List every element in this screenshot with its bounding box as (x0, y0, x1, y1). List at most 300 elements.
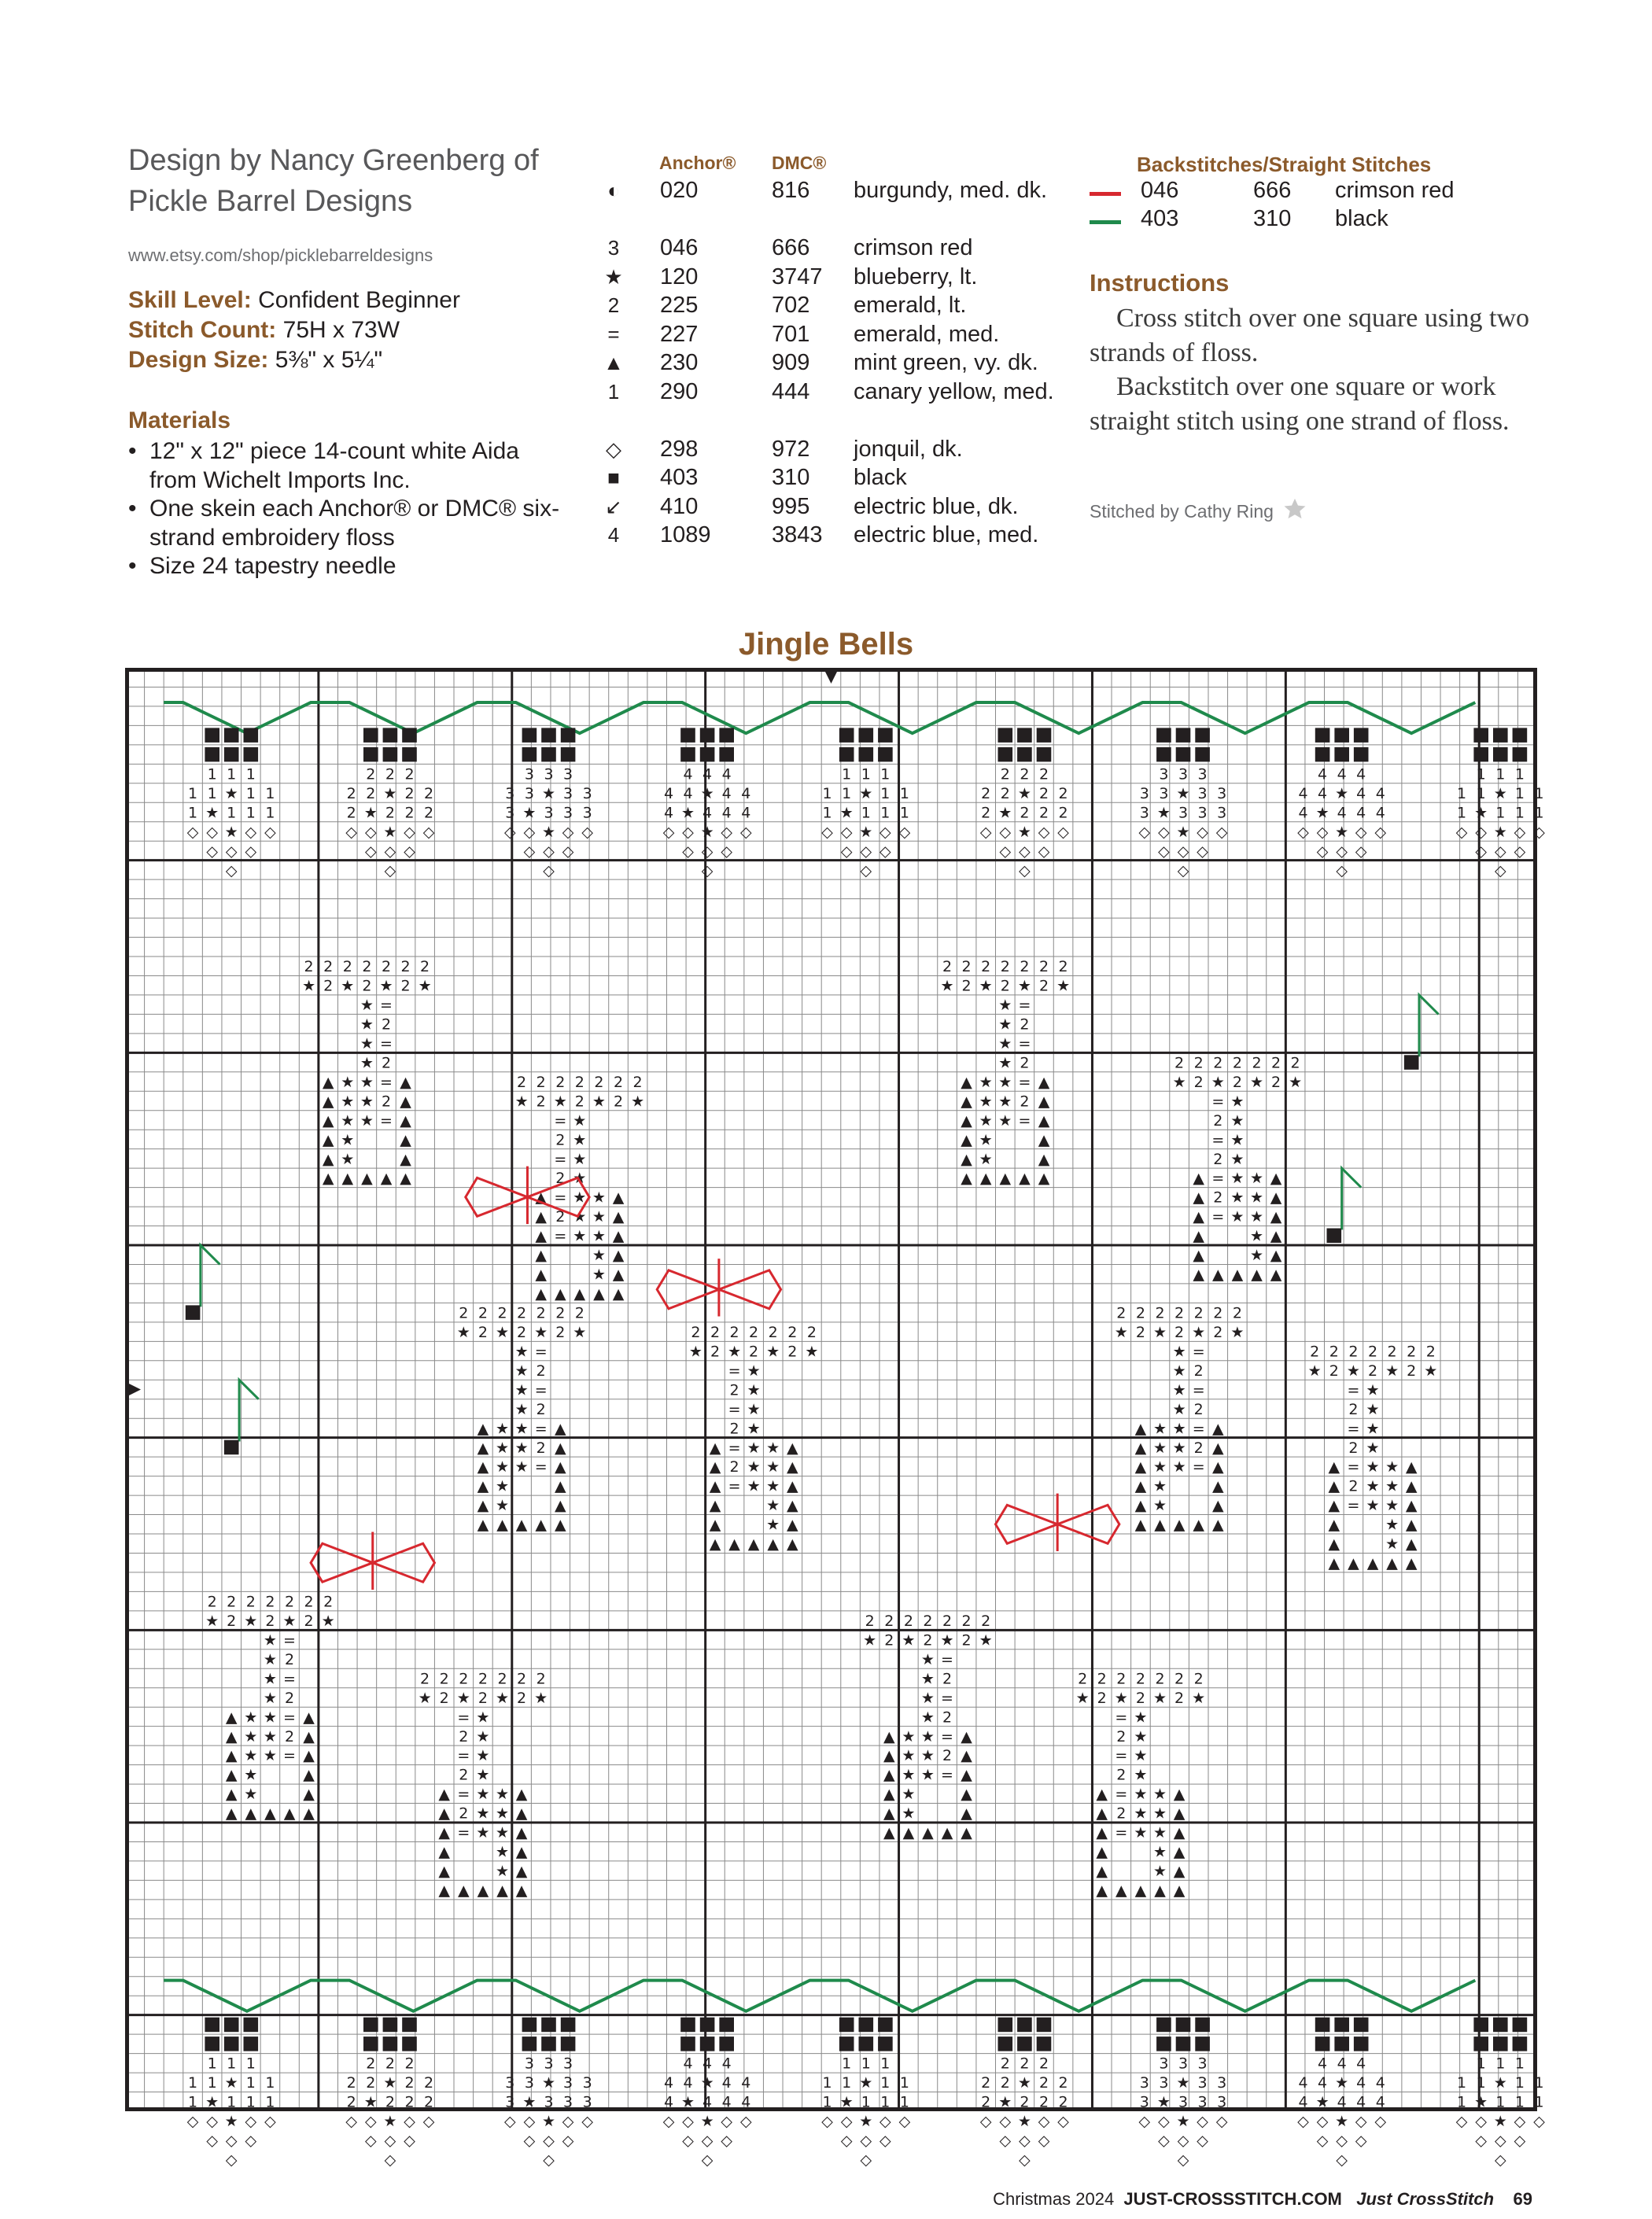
bell-stitch: ★ (747, 1420, 761, 1438)
ornament-stitch: 4 (1356, 2093, 1366, 2111)
bell-stitch: = (941, 1727, 953, 1745)
bell-stitch: ★ (1385, 1535, 1399, 1554)
ornament-stitch: 4 (741, 804, 751, 822)
bell-stitch: 2 (594, 1073, 604, 1091)
bell-stitch: 2 (1329, 1343, 1339, 1361)
bell-stitch: ▲ (283, 1804, 296, 1823)
ornament-cap-block (700, 2037, 715, 2051)
bell-stitch: ▲ (1173, 1824, 1186, 1842)
ornament-stitch: ★ (383, 2074, 397, 2092)
key-dmc: 444 (772, 378, 810, 404)
bell-stitch: ★ (747, 1458, 761, 1476)
bell-stitch: ▲ (786, 1497, 798, 1515)
ornament-cap-block (1473, 2037, 1488, 2051)
bell-stitch: 2 (342, 958, 352, 976)
ornament-cap-block (363, 2018, 378, 2033)
ornament-stitch: 3 (1178, 765, 1189, 783)
ornament-stitch: ◇ (1316, 2113, 1329, 2131)
bell-stitch: ▲ (573, 1285, 586, 1303)
bell-stitch: ▲ (1328, 1535, 1340, 1554)
bell-stitch: 2 (961, 977, 972, 995)
ornament-stitch: ★ (1493, 2113, 1507, 2131)
bell-stitch: ▲ (322, 1073, 334, 1091)
ornament-stitch: ◇ (979, 823, 992, 841)
ornament-stitch: ◇ (225, 2151, 238, 2169)
ornament-stitch: ★ (1017, 2074, 1031, 2092)
bell-stitch: ★ (341, 977, 355, 995)
bell-stitch: 2 (729, 1324, 739, 1341)
bell-stitch: 2 (1020, 1054, 1030, 1072)
bell-stitch: ★ (979, 1131, 993, 1149)
bell-stitch: ★ (1172, 1073, 1186, 1091)
cross-stitch-chart (125, 668, 1545, 2169)
bell-stitch: 2 (459, 1804, 469, 1823)
bell-stitch: 2 (961, 1631, 972, 1650)
bell-stitch: ★ (476, 1824, 490, 1842)
bell-stitch: 2 (284, 1689, 295, 1707)
ornament-stitch: 2 (1000, 784, 1010, 802)
bell-stitch: = (728, 1362, 741, 1380)
key-name: emerald, med. (854, 321, 1000, 347)
ornament-stitch: 4 (1375, 784, 1385, 802)
ornament-stitch: ◇ (1197, 2113, 1208, 2131)
ornament-stitch: ◇ (1336, 2151, 1348, 2169)
ornament-stitch: ★ (205, 2093, 219, 2111)
ornament-stitch: 3 (1197, 2055, 1208, 2073)
bell-stitch: 2 (555, 1304, 566, 1322)
bell-stitch: ▲ (1386, 1554, 1398, 1572)
ornament-stitch: 2 (404, 2055, 415, 2073)
ornament-cap-block (205, 2018, 219, 2033)
bell-stitch: ★ (573, 1170, 587, 1188)
ornament-stitch: 1 (1514, 2074, 1525, 2092)
bell-stitch: 2 (1407, 1362, 1417, 1380)
bell-stitch: ★ (573, 1111, 587, 1130)
ornament-stitch: 4 (1298, 804, 1308, 822)
ornament-cap-block (244, 2018, 259, 2033)
ornament-stitch: ◇ (264, 2113, 276, 2131)
ornament-stitch: ◇ (1158, 2113, 1170, 2131)
bell-stitch: ▲ (941, 1824, 953, 1842)
ornament-stitch: 1 (1534, 804, 1544, 822)
ornament-stitch: 3 (1217, 2093, 1227, 2111)
bell-stitch: = (1347, 1420, 1360, 1438)
bell-stitch: 2 (981, 1613, 991, 1630)
ornament-stitch: 2 (346, 804, 356, 822)
key-name: jonquil, dk. (854, 436, 963, 462)
ornament-stitch: ★ (680, 804, 695, 822)
ornament-stitch: 1 (1495, 765, 1506, 783)
ornament-cap-block (1493, 728, 1508, 743)
ornament-stitch: ◇ (384, 2132, 396, 2150)
bell-stitch: = (941, 1650, 953, 1668)
bell-stitch: ★ (902, 1766, 916, 1784)
bell-stitch: 2 (884, 1631, 894, 1650)
bell-stitch: ▲ (515, 1843, 528, 1861)
bell-stitch: ★ (341, 1150, 355, 1168)
bell-stitch: ★ (1230, 1208, 1245, 1226)
ornament-stitch: 4 (741, 2093, 751, 2111)
bell-stitch: 2 (710, 1324, 721, 1341)
ornament-stitch: ◇ (1158, 823, 1170, 841)
bell-stitch: ★ (902, 1727, 916, 1745)
ornament-cap-block (859, 2018, 874, 2033)
bell-stitch: 2 (1290, 1054, 1300, 1072)
bell-stitch: ▲ (1096, 1786, 1108, 1804)
bell-stitch: ★ (592, 1189, 606, 1207)
ornament-stitch: ◇ (1514, 842, 1526, 861)
ornament-stitch: ◇ (364, 2132, 377, 2150)
bell-stitch: ▲ (535, 1208, 548, 1226)
ornament-cap-block (1037, 2037, 1052, 2051)
ornament-stitch: 1 (880, 2093, 891, 2111)
ornament-stitch: ◇ (1533, 823, 1545, 841)
ornament-cap-block (1315, 747, 1330, 762)
ornament-cap-block (1156, 728, 1171, 743)
bell-stitch: ▲ (961, 1093, 972, 1111)
backstitch-dmc: 666 (1253, 178, 1292, 203)
bell-stitch: ★ (979, 977, 993, 995)
ornament-stitch: 1 (227, 2055, 237, 2073)
bell-stitch: ▲ (554, 1516, 566, 1534)
bell-stitch: ▲ (767, 1535, 780, 1554)
bell-stitch: 2 (555, 1208, 566, 1226)
bell-stitch: ▲ (883, 1804, 895, 1823)
stitch-count (128, 315, 400, 345)
ornament-stitch: 1 (842, 765, 852, 783)
bell-stitch: 2 (1310, 1343, 1320, 1361)
bell-stitch: ▲ (786, 1477, 798, 1495)
bell-stitch: ★ (495, 1863, 510, 1880)
bell-stitch: 2 (729, 1458, 739, 1476)
bell-stitch: ★ (418, 1689, 432, 1707)
design-size (128, 345, 382, 375)
bell-stitch: ▲ (1211, 1516, 1224, 1534)
ornament-stitch: 4 (663, 2093, 674, 2111)
ornament-stitch: ◇ (543, 861, 555, 879)
ornament-stitch: 1 (227, 765, 237, 783)
dmc-header: DMC® (772, 153, 827, 173)
key-symbol: 2 (607, 293, 620, 317)
bell-stitch: ▲ (709, 1535, 721, 1554)
bell-stitch: ★ (263, 1708, 277, 1727)
ornament-stitch: ★ (541, 784, 556, 802)
footer-site[interactable]: JUST-CROSSSTITCH.COM (1123, 2189, 1342, 2209)
ornament-stitch: 4 (1375, 2093, 1385, 2111)
bell-stitch: = (1018, 997, 1031, 1014)
ornament-stitch: 2 (385, 804, 395, 822)
ornament-stitch: ◇ (860, 2132, 872, 2150)
ornament-stitch: 2 (1038, 2093, 1049, 2111)
bell-stitch: 2 (536, 1304, 546, 1322)
bell-stitch: ★ (998, 1073, 1012, 1091)
bell-stitch: ▲ (1038, 1111, 1050, 1130)
bell-stitch: 2 (478, 1324, 488, 1341)
bell-stitch: ▲ (786, 1516, 798, 1534)
ornament-cap-block (561, 728, 576, 743)
bell-stitch: ★ (514, 1343, 529, 1361)
bell-stitch: 2 (574, 1093, 584, 1111)
bell-stitch: ▲ (1154, 1882, 1166, 1900)
bell-stitch: ▲ (1348, 1554, 1359, 1572)
bell-stitch: ▲ (554, 1420, 566, 1438)
bell-stitch: ▲ (515, 1804, 528, 1823)
bell-stitch: ★ (1172, 1362, 1186, 1380)
bell-stitch: ★ (920, 1708, 935, 1727)
ornament-stitch: 2 (404, 2074, 415, 2092)
bell-stitch: ★ (1134, 1708, 1148, 1727)
bell-stitch: ★ (920, 1670, 935, 1688)
ornament-stitch: 4 (1356, 2074, 1366, 2092)
bell-stitch: 2 (749, 1343, 759, 1361)
ornament-cap-block (878, 2018, 893, 2033)
bell-stitch: 2 (1174, 1670, 1185, 1688)
designer-url[interactable]: www.etsy.com/shop/picklebarreldesigns (128, 245, 433, 265)
bell-stitch: ▲ (477, 1458, 489, 1476)
bell-stitch: = (554, 1227, 567, 1245)
ornament-stitch: 4 (1356, 2055, 1366, 2073)
bell-stitch: 2 (1000, 958, 1010, 976)
bell-stitch: 2 (1097, 1689, 1107, 1707)
bell-stitch: ▲ (979, 1170, 992, 1188)
bell-stitch: ★ (514, 1400, 529, 1418)
ornament-cap-block (998, 728, 1013, 743)
bell-stitch: = (554, 1150, 567, 1168)
ornament-stitch: ◇ (206, 823, 219, 841)
bell-stitch: ▲ (1134, 1882, 1147, 1900)
bell-stitch: ★ (1366, 1381, 1380, 1399)
ornament-stitch: ◇ (1138, 2113, 1151, 2131)
ornament-stitch: 1 (1457, 804, 1467, 822)
bell-stitch: 2 (1174, 1304, 1185, 1322)
ornament-stitch: 4 (1337, 2055, 1347, 2073)
bell-stitch: ★ (1114, 1324, 1128, 1341)
bell-stitch: = (1115, 1708, 1128, 1727)
key-name: electric blue, med. (854, 522, 1039, 547)
ornament-stitch: 1 (899, 804, 909, 822)
bell-stitch: 2 (1329, 1362, 1339, 1380)
bell-stitch: ★ (1134, 1766, 1148, 1784)
bell-stitch: ▲ (1173, 1882, 1186, 1900)
bell-stitch: ★ (476, 1766, 490, 1784)
ornament-stitch: ◇ (721, 823, 733, 841)
bell-stitch: ▲ (1154, 1516, 1166, 1534)
bell-stitch: 2 (381, 1093, 392, 1111)
bell-stitch: 2 (942, 958, 953, 976)
bell-stitch: ★ (1172, 1343, 1186, 1361)
ornament-stitch: ◇ (186, 823, 199, 841)
bell-stitch: 2 (942, 1747, 953, 1765)
bell-stitch: ▲ (477, 1516, 489, 1534)
bell-stitch: ▲ (593, 1285, 605, 1303)
bell-stitch: ★ (573, 1150, 587, 1168)
ornament-stitch: 4 (663, 804, 674, 822)
ornament-stitch: ◇ (1336, 2132, 1348, 2150)
ornament-stitch: 3 (563, 765, 573, 783)
ornament-stitch: ◇ (1019, 2151, 1031, 2169)
bell-stitch: 2 (1174, 1324, 1185, 1341)
ornament-stitch: ◇ (523, 823, 536, 841)
bell-stitch: ▲ (1211, 1420, 1224, 1438)
ornament-stitch: 3 (524, 2055, 534, 2073)
bell-stitch: 2 (227, 1613, 237, 1630)
bell-stitch: ★ (341, 1073, 355, 1091)
ornament-stitch: ◇ (682, 842, 694, 861)
ornament-stitch: 1 (842, 784, 852, 802)
bell-stitch: = (283, 1670, 296, 1688)
ornament-stitch: ◇ (543, 2151, 555, 2169)
bell-stitch: ▲ (1038, 1093, 1050, 1111)
bell-stitch: ★ (495, 1824, 510, 1842)
ornament-stitch: 1 (1457, 784, 1467, 802)
ornament-stitch: ◇ (581, 823, 594, 841)
bell-stitch: ★ (998, 1111, 1012, 1130)
bell-stitch: ★ (1385, 1477, 1399, 1495)
bell-stitch: ▲ (1251, 1266, 1263, 1284)
bell-stitch: = (1347, 1458, 1360, 1476)
skill-level (128, 286, 460, 315)
bell-stitch: ▲ (322, 1111, 334, 1130)
bell-stitch: ★ (495, 1843, 510, 1861)
bell-stitch: 2 (536, 1362, 546, 1380)
bell-stitch: ▲ (786, 1439, 798, 1457)
bell-stitch: ▲ (303, 1786, 315, 1804)
ornament-stitch: 2 (1058, 2074, 1068, 2092)
bell-stitch: 2 (1078, 1670, 1088, 1688)
ornament-stitch: ★ (541, 2074, 556, 2092)
ornament-stitch: ★ (522, 2093, 537, 2111)
bell-stitch: 2 (632, 1073, 643, 1091)
ornament-stitch: 4 (721, 2093, 732, 2111)
ornament-cap-block (719, 728, 734, 743)
ornament-cap-block (224, 2018, 239, 2033)
ornament-stitch: ★ (680, 2093, 695, 2111)
ornament-stitch: ◇ (860, 842, 872, 861)
key-symbol: ◇ (606, 437, 621, 461)
bell-stitch: ★ (1385, 1458, 1399, 1476)
ornament-stitch: ◇ (840, 2132, 853, 2150)
bell-stitch: ▲ (515, 1516, 528, 1534)
ornament-stitch: 4 (741, 784, 751, 802)
bell-stitch: ▲ (341, 1170, 354, 1188)
ornament-stitch: 3 (563, 2055, 573, 2073)
bell-stitch: ▲ (1096, 1843, 1108, 1861)
bell-stitch: ★ (1289, 1073, 1303, 1091)
bell-stitch: 2 (362, 977, 372, 995)
ornament-stitch: ◇ (225, 842, 238, 861)
bell-stitch: ▲ (961, 1111, 972, 1130)
ornament-stitch: 3 (563, 804, 573, 822)
bell-stitch: ★ (1172, 1439, 1186, 1457)
bell-stitch: 2 (1097, 1670, 1107, 1688)
ornament-stitch: ◇ (1355, 2132, 1367, 2150)
bell-stitch: ★ (534, 1324, 548, 1341)
bell-stitch: ▲ (515, 1824, 528, 1842)
bell-stitch: = (1347, 1497, 1360, 1515)
ornament-stitch: 1 (207, 765, 217, 783)
bell-stitch: ▲ (961, 1786, 972, 1804)
ornament-cap-block (839, 728, 854, 743)
key-dmc: 3747 (772, 264, 823, 289)
bell-stitch: ★ (1366, 1439, 1380, 1457)
ornament-stitch: ◇ (1455, 823, 1468, 841)
bell-stitch: 2 (613, 1093, 624, 1111)
ornament-stitch: ★ (700, 2074, 714, 2092)
bell-stitch: 2 (323, 958, 334, 976)
footer-issue: Christmas 2024 (993, 2189, 1115, 2209)
bell-stitch: ★ (573, 1131, 587, 1149)
ornament-stitch: ★ (1156, 804, 1171, 822)
ornament-cap-block (244, 747, 259, 762)
bell-stitch: 2 (1348, 1439, 1359, 1457)
bell-stitch: ▲ (1270, 1227, 1282, 1245)
bell-stitch: ★ (244, 1727, 258, 1745)
bell-stitch: 2 (420, 958, 430, 976)
ornament-stitch: 1 (188, 784, 198, 802)
bell-stitch: 2 (459, 1727, 469, 1745)
bell-stitch: 2 (536, 1670, 546, 1688)
ornament-cap-block (224, 2037, 239, 2051)
ornament-stitch: ◇ (1374, 2113, 1387, 2131)
ornament-stitch: ◇ (1197, 2132, 1208, 2150)
ornament-stitch: ◇ (422, 823, 435, 841)
ornament-stitch: ◇ (1215, 823, 1228, 841)
ornament-cap-block (1493, 2037, 1508, 2051)
footer-page-number: 69 (1513, 2189, 1532, 2209)
bell-stitch: ▲ (1328, 1477, 1340, 1495)
ornament-stitch: 4 (1375, 804, 1385, 822)
ornament-stitch: ◇ (1158, 842, 1170, 861)
key-anchor: 046 (660, 235, 699, 260)
ornament-stitch: ★ (859, 2113, 873, 2131)
ornament-stitch: 1 (899, 2093, 909, 2111)
materials-list (128, 437, 569, 581)
bell-stitch: 2 (942, 1708, 953, 1727)
bell-stitch: 2 (1193, 1304, 1204, 1322)
bell-stitch: 2 (961, 1613, 972, 1630)
ornament-stitch: ◇ (1355, 2113, 1367, 2131)
ornament-stitch: ◇ (384, 2151, 396, 2169)
ornament-stitch: ◇ (1057, 2113, 1069, 2131)
bell-stitch: ▲ (245, 1804, 257, 1823)
bell-stitch: 2 (1213, 1111, 1223, 1130)
ornament-stitch: ★ (383, 823, 397, 841)
bell-stitch: ▲ (1328, 1497, 1340, 1515)
bell-stitch: ★ (1152, 1824, 1167, 1842)
bell-stitch: = (1192, 1343, 1205, 1361)
ornament-cap-block (700, 728, 715, 743)
ornament-stitch: 1 (1495, 2093, 1506, 2111)
ornament-cap-block (1354, 728, 1369, 743)
ornament-stitch: 2 (423, 2093, 434, 2111)
ornament-stitch: ◇ (1138, 823, 1151, 841)
ornament-stitch: 4 (1356, 784, 1366, 802)
bell-stitch: = (283, 1631, 296, 1650)
ornament-cap-block (561, 2018, 576, 2033)
ornament-cap-block (859, 747, 874, 762)
bell-stitch: ▲ (303, 1708, 315, 1727)
bell-stitch: ★ (766, 1439, 780, 1457)
ornament-stitch: 3 (544, 804, 554, 822)
ornament-stitch: 4 (1298, 784, 1308, 802)
bell-stitch: 2 (1038, 977, 1049, 995)
ornament-stitch: ◇ (384, 861, 396, 879)
ornament-cap-block (1176, 2037, 1191, 2051)
ornament-stitch: ◇ (206, 2113, 219, 2131)
ornament-stitch: 1 (227, 2093, 237, 2111)
anchor-header: Anchor® (659, 153, 736, 173)
ornament-stitch: 1 (1514, 784, 1525, 802)
